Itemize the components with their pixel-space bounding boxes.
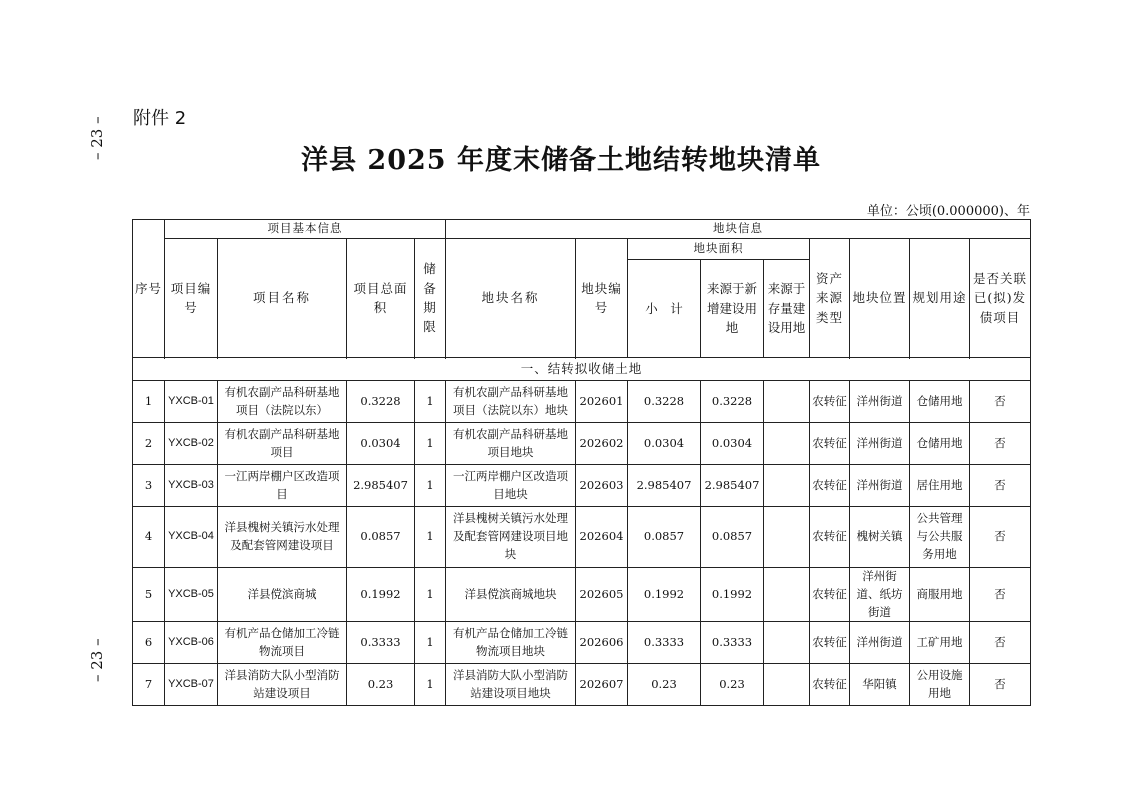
header-plot-name: 地块名称	[446, 239, 576, 358]
page-number-top: – 23 –	[88, 116, 106, 160]
table-row: 4 YXCB-04 洋县槐树关镇污水处理及配套管网建设项目 0.0857 1 洋县槐树关镇污水处理及配套管网建设项目地块 202604 0.0857 0.0857 农转征 槐树关镇 公共管理与公共服务用地 否	[133, 507, 1031, 568]
header-project-total-area: 项目总面积	[347, 239, 415, 358]
table-row: 3 YXCB-03 一江两岸棚户区改造项目 2.985407 1 一江两岸棚户区改造项目地块 202603 2.985407 2.985407 农转征 洋州街道 居住用地 否	[133, 465, 1031, 507]
header-plot-code: 地块编号	[576, 239, 628, 358]
header-source-stock: 来源于存量建设用地	[764, 260, 810, 358]
header-seq: 序号	[133, 220, 165, 358]
header-source-new: 来源于新增建设用地	[701, 260, 764, 358]
table-row: 7 YXCB-07 洋县消防大队小型消防站建设项目 0.23 1 洋县消防大队小型消防站建设项目地块 202607 0.23 0.23 农转征 华阳镇 公用设施用地 否	[133, 664, 1031, 706]
attachment-label: 附件 2	[133, 108, 187, 129]
header-project-code: 项目编号	[165, 239, 218, 358]
header-plot-location: 地块位置	[850, 239, 910, 358]
header-project-name: 项目名称	[218, 239, 347, 358]
unit-note: 单位：公顷(0.000000)、年	[866, 204, 1030, 219]
section-title: 一、结转拟收储土地	[133, 358, 1031, 381]
header-asset-source-type: 资产来源类型	[810, 239, 850, 358]
header-project-info: 项目基本信息	[165, 220, 446, 239]
page-number-bottom: – 23 –	[88, 638, 106, 682]
land-plot-table	[132, 219, 1031, 706]
header-subtotal: 小 计	[628, 260, 701, 358]
table-row: 6 YXCB-06 有机产品仓储加工冷链物流项目 0.3333 1 有机产品仓储加工冷链物流项目地块 202606 0.3333 0.3333 农转征 洋州街道 工矿用地 否	[133, 622, 1031, 664]
table-row: 1 YXCB-01 有机农副产品科研基地项目（法院以东） 0.3228 1 有机农副产品科研基地项目（法院以东）地块 202601 0.3228 0.3228 农转征 洋州街道 仓储用地 否	[133, 381, 1031, 423]
header-plot-area: 地块面积	[628, 239, 810, 260]
table-row: 5 YXCB-05 洋县傥滨商城 0.1992 1 洋县傥滨商城地块 202605 0.1992 0.1992 农转征 洋州街道、纸坊街道 商服用地 否	[133, 568, 1031, 622]
page-title: 洋县 2025 年度末储备土地结转地块清单	[301, 145, 821, 176]
header-plot-info: 地块信息	[446, 220, 1031, 239]
header-linked-debt: 是否关联已(拟)发债项目	[970, 239, 1031, 358]
header-planned-use: 规划用途	[910, 239, 970, 358]
table-row: 2 YXCB-02 有机农副产品科研基地项目 0.0304 1 有机农副产品科研基地项目地块 202602 0.0304 0.0304 农转征 洋州街道 仓储用地 否	[133, 423, 1031, 465]
header-reserve-period: 储备期限	[415, 239, 446, 358]
